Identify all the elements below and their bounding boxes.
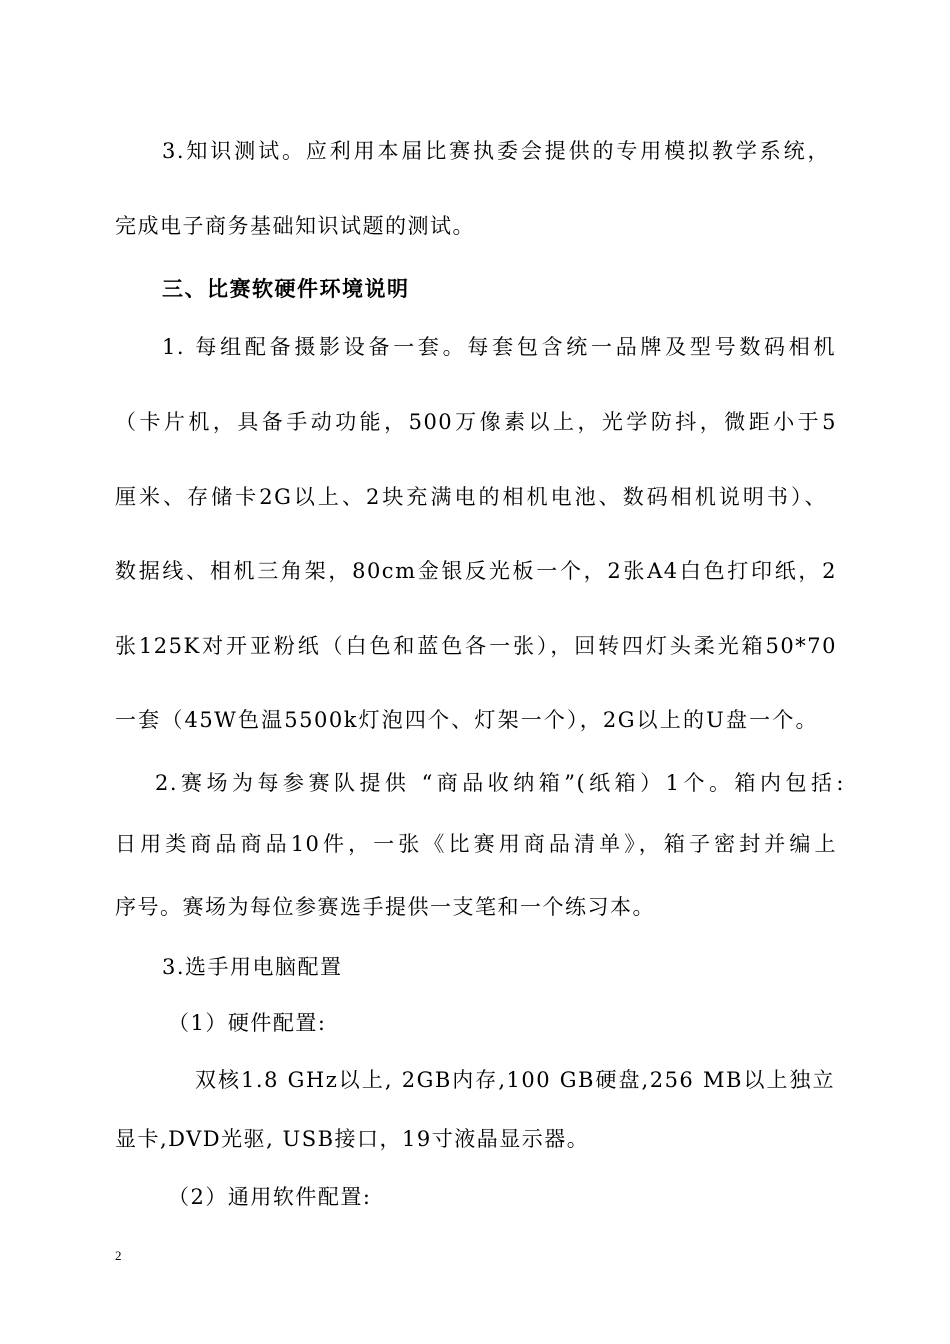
page-number: 2 xyxy=(115,1248,122,1263)
paragraph-line-4: 1. 每组配备摄影设备一套。每套包含统一品牌及型号数码相机 xyxy=(162,335,836,359)
paragraph-line-2: 完成电子商务基础知识试题的测试。 xyxy=(115,214,475,238)
paragraph-line-7: 数据线、相机三角架，80cm金银反光板一个，2张A4白色打印纸，2 xyxy=(115,559,837,583)
paragraph-line-15: 双核1.8 GHz以上, 2GB内存,100 GB硬盘,256 MB以上独立 xyxy=(195,1068,835,1092)
paragraph-line-8: 张125K对开亚粉纸（白色和蓝色各一张），回转四灯头柔光箱50*70 xyxy=(115,634,837,658)
section-heading: 三、比赛软硬件环境说明 xyxy=(162,276,410,301)
paragraph-line-13: 3.选手用电脑配置 xyxy=(162,955,343,979)
paragraph-line-10: 2.赛场为每参赛队提供 “商品收纳箱”(纸箱）1个。箱内包括: xyxy=(155,771,845,795)
paragraph-line-16: 显卡,DVD光驱, USB接口，19寸液晶显示器。 xyxy=(115,1127,590,1151)
paragraph-line-1: 3.知识测试。应利用本届比赛执委会提供的专用模拟教学系统， xyxy=(162,139,830,163)
paragraph-line-17: （2）通用软件配置: xyxy=(168,1185,372,1209)
paragraph-line-14: （1）硬件配置: xyxy=(168,1011,327,1035)
paragraph-line-11: 日用类商品商品10件，一张《比赛用商品清单》，箱子密封并编上 xyxy=(115,832,837,856)
paragraph-line-12: 序号。赛场为每位参赛选手提供一支笔和一个练习本。 xyxy=(115,895,655,919)
paragraph-line-9: 一套（45W色温5500k灯泡四个、灯架一个），2G以上的U盘一个。 xyxy=(115,708,818,732)
paragraph-line-5: （卡片机，具备手动功能，500万像素以上，光学防抖，微距小于5 xyxy=(115,410,837,434)
paragraph-line-6: 厘米、存储卡2G以上、2块充满电的相机电池、数码相机说明书）、 xyxy=(115,485,827,509)
